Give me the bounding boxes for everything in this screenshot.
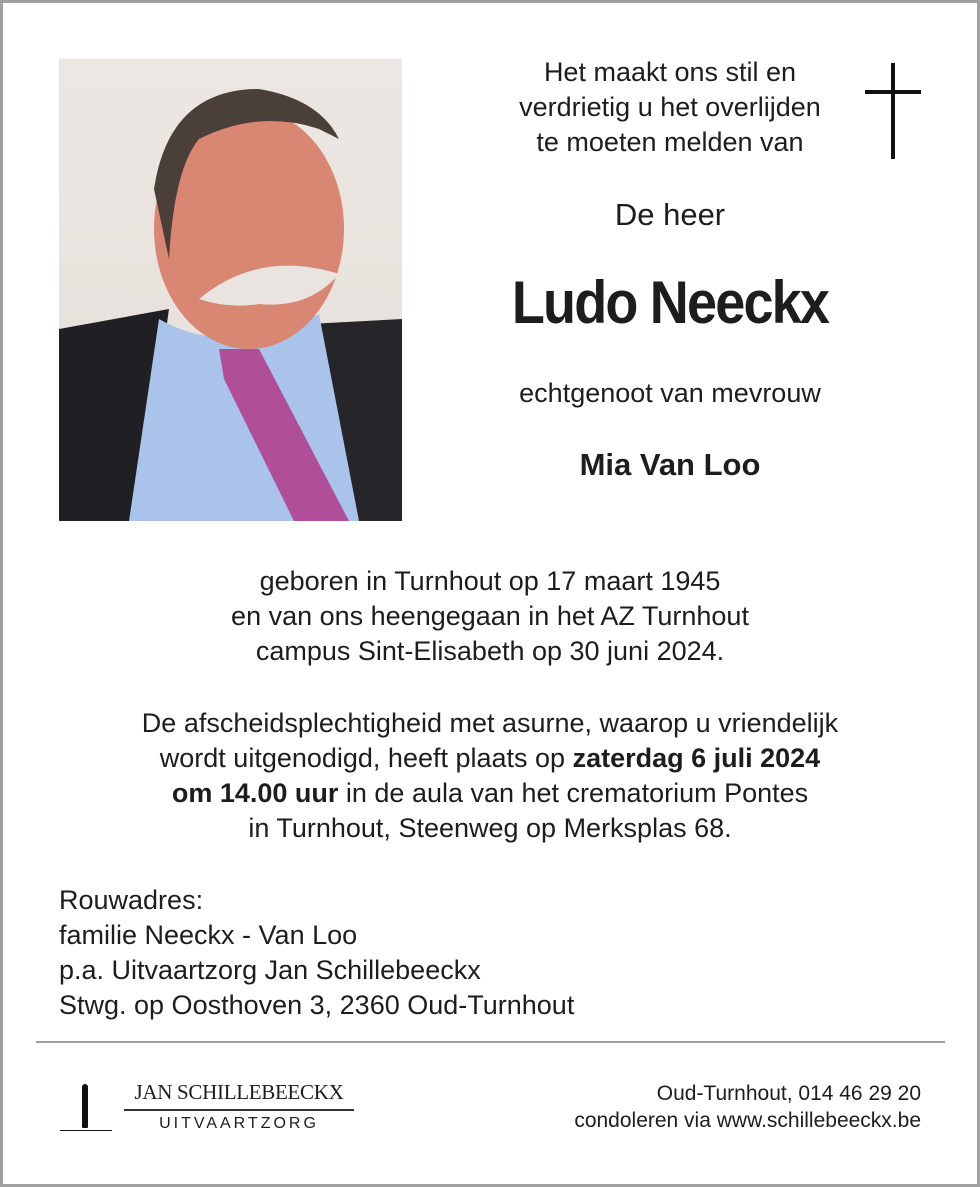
intro-text	[440, 55, 900, 160]
spouse-label: echtgenoot van mevrouw	[519, 378, 821, 408]
text: wordt uitgenodigd, heeft plaats op	[159, 743, 573, 773]
info-line: en van ons heengegaan in het AZ Turnhout	[231, 601, 749, 631]
info-line: De afscheidsplechtigheid met asurne, waarop u vriendelijk	[141, 708, 839, 738]
divider	[36, 1041, 945, 1043]
info-line	[40, 776, 940, 811]
address-line: Stwg. op Oosthoven 3, 2360 Oud-Turnhout	[59, 990, 575, 1020]
contact-info	[574, 1080, 921, 1134]
logo-subtitle: UITVAARTZORG	[159, 1115, 319, 1132]
contact-website[interactable]: condoleren via www.schillebeeckx.be	[574, 1109, 921, 1132]
ceremony-info	[40, 706, 940, 846]
ceremony-time: om 14.00 uur	[171, 778, 339, 808]
contact-phone: Oud-Turnhout, 014 46 29 20	[656, 1082, 921, 1105]
address-line: Rouwadres:	[59, 885, 204, 915]
cypress-tree-icon	[60, 1084, 112, 1132]
info-line: in Turnhout, Steenweg op Merksplas 68.	[248, 813, 732, 843]
info-line: geboren in Turnhout op 17 maart 1945	[259, 566, 721, 596]
cross-icon	[865, 63, 921, 159]
ceremony-date: zaterdag 6 juli 2024	[572, 743, 821, 773]
text: in de aula van het crematorium Pontes	[338, 778, 809, 808]
intro-line: Het maakt ons stil en	[543, 57, 797, 87]
mourning-address	[59, 883, 574, 1023]
spouse-name: Mia Van Loo	[579, 447, 761, 482]
birth-death-info	[40, 564, 940, 669]
portrait-photo	[59, 59, 402, 521]
address-line: p.a. Uitvaartzorg Jan Schillebeeckx	[59, 955, 481, 985]
address-line: familie Neeckx - Van Loo	[59, 920, 358, 950]
info-line: campus Sint-Elisabeth op 30 juni 2024.	[255, 636, 725, 666]
honorific: De heer	[614, 197, 726, 232]
intro-line: te moeten melden van	[536, 127, 804, 157]
intro-line: verdrietig u het overlijden	[519, 92, 821, 122]
logo-name: JAN SCHILLEBEECKX	[124, 1080, 354, 1111]
info-line	[40, 741, 940, 776]
deceased-name: Ludo Neeckx	[511, 269, 829, 336]
